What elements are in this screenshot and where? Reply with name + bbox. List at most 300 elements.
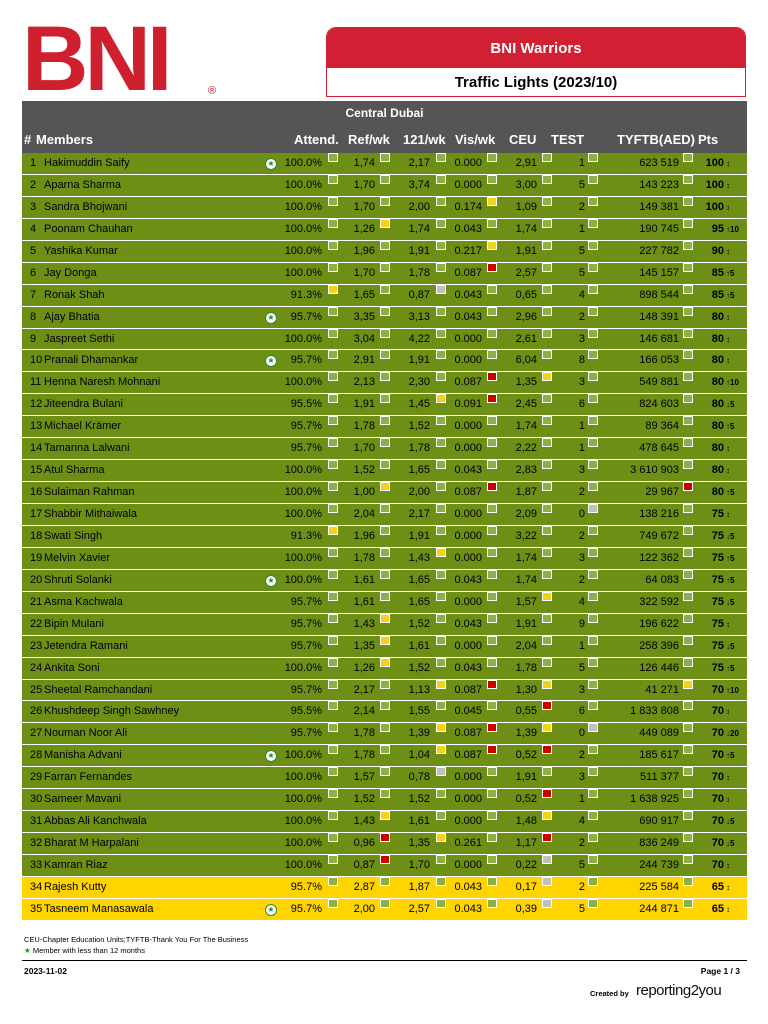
referrals-value: 1,70: [353, 200, 375, 213]
referrals-light: [380, 350, 390, 359]
one-to-one-value: 2,17: [408, 157, 430, 169]
referrals-value: 1,26: [353, 222, 375, 235]
points-value: 75: [711, 508, 724, 520]
attendance-value: 100.0%: [284, 551, 322, 564]
tyftb-value: 3 610 903: [630, 464, 679, 477]
member-name: Yashika Kumar: [44, 244, 118, 257]
one-to-one-value: 1,13: [408, 683, 430, 696]
one-to-one-light: [436, 833, 446, 842]
test-light: [588, 197, 598, 206]
points-value: 75: [711, 573, 724, 586]
ceu-value: 1,91: [515, 617, 537, 630]
member-name: Sulaiman Rahman: [44, 486, 135, 499]
referrals-value: 1,57: [353, 771, 375, 784]
table-row: [22, 307, 747, 329]
ceu-value: 0,22: [515, 859, 537, 871]
test-light: [588, 658, 598, 667]
tyftb-light: [683, 153, 693, 162]
one-to-one-value: 1,65: [408, 573, 430, 586]
one-to-one-value: 1,61: [408, 815, 430, 828]
one-to-one-value: 1,52: [408, 420, 430, 433]
attendance-light: [328, 833, 338, 842]
member-number: 16: [30, 486, 43, 499]
test-value: 2: [578, 200, 585, 213]
tyftb-value: 145 157: [639, 266, 679, 279]
member-number: 10: [30, 354, 43, 367]
one-to-one-light: [436, 482, 446, 491]
visitors-light: [487, 548, 497, 557]
test-light: [588, 153, 598, 162]
attendance-value: 95.7%: [290, 902, 322, 915]
tyftb-value: 89 364: [645, 420, 679, 433]
referrals-value: 1,26: [353, 661, 375, 674]
points-value: 85: [711, 288, 724, 301]
col-referrals: Ref/wk: [348, 132, 390, 147]
visitors-value: 0.043: [454, 310, 482, 323]
referrals-value: 1,70: [353, 266, 375, 279]
table-row: [22, 745, 747, 767]
attendance-light: [328, 372, 338, 381]
referrals-value: 1,00: [353, 486, 375, 499]
referrals-value: 1,78: [353, 727, 375, 740]
visitors-value: 0.000: [454, 354, 482, 367]
visitors-value: 0.087: [454, 683, 482, 696]
ceu-light: [542, 636, 552, 645]
test-light: [588, 372, 598, 381]
ceu-light: [542, 723, 552, 732]
trend-indicator: ↕: [726, 619, 730, 629]
visitors-light: [487, 241, 497, 250]
test-value: 5: [578, 266, 585, 279]
member-name: Hakimuddin Saify: [44, 157, 130, 169]
attendance-light: [328, 350, 338, 359]
referrals-value: 1,52: [353, 793, 375, 806]
test-value: 3: [578, 771, 585, 784]
visitors-value: 0.091: [454, 398, 482, 411]
visitors-value: 0.000: [454, 529, 482, 542]
ceu-value: 2,61: [515, 332, 537, 345]
one-to-one-light: [436, 307, 446, 316]
trend-indicator: ↑5: [726, 268, 735, 278]
referrals-value: 0,96: [353, 837, 375, 850]
visitors-value: 0.087: [454, 749, 482, 762]
tyftb-light: [683, 197, 693, 206]
referrals-value: 1,91: [353, 398, 375, 411]
points-value: 70: [711, 815, 724, 828]
visitors-value: 0.000: [454, 595, 482, 608]
member-name: Kamran Riaz: [44, 859, 108, 871]
referrals-value: 1,78: [353, 749, 375, 762]
member-name: Atul Sharma: [44, 464, 105, 477]
referrals-value: 1,35: [353, 639, 375, 652]
referrals-light: [380, 416, 390, 425]
member-name: Jay Donga: [44, 266, 97, 279]
one-to-one-light: [436, 701, 446, 710]
visitors-light: [487, 811, 497, 820]
table-row: [22, 329, 747, 351]
tyftb-value: 185 617: [639, 749, 679, 762]
col-attendance: Attend.: [294, 132, 339, 147]
points-value: 80: [711, 398, 724, 411]
test-value: 4: [578, 595, 585, 608]
test-value: 2: [578, 573, 585, 586]
points-value: 70: [711, 859, 724, 871]
ceu-light: [542, 307, 552, 316]
trend-indicator: ↕: [726, 882, 730, 892]
attendance-value: 95.7%: [290, 420, 322, 433]
tyftb-value: 898 544: [639, 288, 679, 301]
test-value: 8: [578, 354, 585, 367]
trend-indicator: ↓5: [726, 641, 735, 651]
trend-indicator: ↑10: [726, 685, 739, 695]
one-to-one-light: [436, 197, 446, 206]
one-to-one-value: 1,43: [408, 551, 430, 564]
visitors-value: 0.087: [454, 727, 482, 740]
referrals-value: 0,87: [353, 859, 375, 871]
tyftb-value: 322 592: [639, 595, 679, 608]
col-test: TEST: [551, 132, 585, 147]
table-row: [22, 592, 747, 614]
points-value: 85: [711, 266, 724, 279]
visitors-light: [487, 197, 497, 206]
ceu-value: 2,91: [515, 157, 537, 169]
ceu-light: [542, 416, 552, 425]
tyftb-value: 836 249: [639, 837, 679, 850]
table-row: [22, 285, 747, 307]
referrals-light: [380, 680, 390, 689]
member-number: 3: [30, 200, 37, 213]
test-value: 5: [578, 902, 585, 915]
visitors-light: [487, 658, 497, 667]
visitors-value: 0.043: [454, 573, 482, 586]
table-row: [22, 701, 747, 723]
visitors-value: 0.000: [454, 639, 482, 652]
trend-indicator: ↕: [726, 444, 730, 454]
ceu-value: 2,96: [515, 310, 537, 323]
test-value: 3: [578, 683, 585, 696]
created-by-label: Created by: [590, 989, 629, 998]
member-name: Pranali Dhamankar: [44, 354, 139, 367]
tyftb-value: 690 917: [639, 815, 679, 828]
visitors-value: 0.087: [454, 266, 482, 279]
member-name: Tamanna Lalwani: [44, 442, 130, 455]
referrals-value: 3,35: [353, 310, 375, 323]
member-name: Aparna Sharma: [44, 178, 122, 191]
tyftb-light: [683, 394, 693, 403]
table-row: [22, 899, 747, 921]
referrals-light: [380, 855, 390, 864]
ceu-value: 1,57: [515, 595, 537, 608]
member-name: Bipin Mulani: [44, 617, 104, 630]
referrals-value: 1,96: [353, 244, 375, 257]
visitors-light: [487, 263, 497, 272]
table-row: [22, 197, 747, 219]
member-number: 27: [30, 727, 43, 740]
trend-indicator: ↕: [726, 180, 730, 190]
member-number: 24: [30, 661, 43, 674]
ceu-light: [542, 833, 552, 842]
report-title: Traffic Lights (2023/10): [454, 73, 618, 91]
referrals-light: [380, 592, 390, 601]
member-name: Sheetal Ramchandani: [44, 683, 153, 696]
points-value: 80: [711, 376, 724, 389]
member-name: Swati Singh: [44, 529, 103, 542]
attendance-light: [328, 307, 338, 316]
tyftb-value: 64 083: [645, 573, 679, 586]
tyftb-light: [683, 833, 693, 842]
ceu-light: [542, 789, 552, 798]
member-name: Tasneem Manasawala: [44, 902, 154, 915]
tyftb-light: [683, 241, 693, 250]
referrals-light: [380, 745, 390, 754]
tyftb-light: [683, 263, 693, 272]
attendance-light: [328, 416, 338, 425]
one-to-one-value: 1,35: [408, 837, 430, 850]
ceu-light: [542, 285, 552, 294]
one-to-one-value: 1,78: [408, 442, 430, 455]
member-number: 11: [30, 376, 42, 389]
report-date: 2023-11-02: [24, 966, 68, 976]
referrals-light: [380, 833, 390, 842]
tyftb-light: [683, 614, 693, 623]
tyftb-value: 227 782: [639, 244, 679, 257]
visitors-light: [487, 680, 497, 689]
tyftb-value: 1 638 925: [630, 793, 679, 806]
test-value: 5: [578, 661, 585, 674]
table-row: [22, 526, 747, 548]
ceu-value: 0,17: [515, 880, 537, 893]
member-name: Ajay Bhatia: [44, 310, 100, 323]
ceu-value: 1,30: [515, 683, 537, 696]
attendance-value: 100.0%: [284, 464, 322, 477]
attendance-light: [328, 789, 338, 798]
member-name: Shruti Solanki: [44, 573, 112, 586]
points-value: 75: [711, 529, 724, 542]
trend-indicator: ↑5: [726, 488, 735, 498]
table-row: [22, 811, 747, 833]
ceu-light: [542, 219, 552, 228]
ceu-light: [542, 526, 552, 535]
region-banner: Central Dubai: [22, 101, 747, 125]
trend-indicator: ↑5: [726, 663, 735, 673]
attendance-value: 100.0%: [284, 508, 322, 520]
test-value: 2: [578, 837, 585, 850]
trend-indicator: ↓5: [726, 531, 735, 541]
attendance-light: [328, 636, 338, 645]
tyftb-light: [683, 789, 693, 798]
points-value: 70: [711, 837, 724, 850]
table-row: [22, 548, 747, 570]
member-number: 17: [30, 508, 43, 520]
attendance-value: 100.0%: [284, 157, 322, 169]
member-number: 35: [30, 902, 43, 915]
member-name: Sameer Mavani: [44, 793, 122, 806]
star-icon: ★: [24, 946, 31, 955]
one-to-one-light: [436, 263, 446, 272]
referrals-value: 2,00: [353, 902, 375, 915]
table-row: [22, 460, 747, 482]
col-points: Pts: [698, 132, 719, 147]
referrals-light: [380, 307, 390, 316]
attendance-light: [328, 723, 338, 732]
visitors-light: [487, 329, 497, 338]
referrals-value: 1,61: [353, 573, 375, 586]
referrals-value: 3,04: [353, 332, 375, 345]
members-table: [22, 153, 747, 921]
member-number: 1: [30, 157, 37, 169]
table-row: [22, 877, 747, 899]
points-value: 100: [705, 178, 724, 191]
one-to-one-light: [436, 745, 446, 754]
visitors-value: 0.043: [454, 222, 482, 235]
test-value: 1: [578, 420, 585, 433]
ceu-value: 2,09: [515, 508, 537, 520]
test-light: [588, 855, 598, 864]
tyftb-light: [683, 899, 693, 908]
one-to-one-light: [436, 855, 446, 864]
ceu-value: 1,74: [515, 222, 537, 235]
ceu-value: 1,09: [515, 200, 537, 213]
one-to-one-light: [436, 438, 446, 447]
tyftb-value: 138 216: [639, 508, 679, 520]
visitors-light: [487, 219, 497, 228]
tyftb-light: [683, 219, 693, 228]
report-header: [326, 27, 746, 97]
tyftb-light: [683, 767, 693, 776]
test-value: 4: [578, 288, 585, 301]
member-name: Nouman Noor Ali: [44, 727, 128, 740]
ceu-light: [542, 241, 552, 250]
attendance-light: [328, 899, 338, 908]
ceu-value: 0,52: [515, 749, 537, 762]
star-legend: [24, 945, 248, 956]
test-value: 3: [578, 551, 585, 564]
referrals-value: 2,04: [353, 508, 375, 520]
ceu-light: [542, 175, 552, 184]
bni-logo-text: BNI: [22, 22, 169, 100]
visitors-value: 0.217: [454, 244, 482, 257]
referrals-value: 1,70: [353, 178, 375, 191]
test-value: 9: [578, 617, 585, 630]
visitors-value: 0.000: [454, 551, 482, 564]
table-row: [22, 789, 747, 811]
test-value: 5: [578, 244, 585, 257]
attendance-light: [328, 877, 338, 886]
test-light: [588, 285, 598, 294]
trend-indicator: ↕: [726, 707, 730, 717]
ceu-value: 1,91: [515, 771, 537, 784]
tyftb-light: [683, 877, 693, 886]
one-to-one-light: [436, 504, 446, 513]
visitors-value: 0.000: [454, 793, 482, 806]
attendance-light: [328, 460, 338, 469]
ceu-value: 2,57: [515, 266, 537, 279]
col-members: Members: [36, 132, 94, 147]
one-to-one-value: 2,00: [408, 200, 430, 213]
one-to-one-value: 1,91: [408, 529, 430, 542]
table-row: [22, 833, 747, 855]
referrals-value: 1,65: [353, 288, 375, 301]
visitors-value: 0.000: [454, 178, 482, 191]
one-to-one-light: [436, 394, 446, 403]
visitors-value: 0.043: [454, 661, 482, 674]
one-to-one-value: 0,87: [408, 288, 430, 301]
visitors-light: [487, 833, 497, 842]
test-value: 3: [578, 332, 585, 345]
tyftb-light: [683, 350, 693, 359]
attendance-value: 100.0%: [284, 178, 322, 191]
ceu-light: [542, 438, 552, 447]
footer-divider: [22, 960, 747, 961]
one-to-one-value: 2,57: [408, 902, 430, 915]
visitors-light: [487, 438, 497, 447]
ceu-light: [542, 504, 552, 513]
points-value: 70: [711, 749, 724, 762]
tyftb-light: [683, 438, 693, 447]
visitors-light: [487, 526, 497, 535]
test-light: [588, 767, 598, 776]
one-to-one-value: 1,78: [408, 266, 430, 279]
attendance-value: 100.0%: [284, 573, 322, 586]
tyftb-value: 196 622: [639, 617, 679, 630]
tyftb-value: 749 672: [639, 529, 679, 542]
ceu-light: [542, 482, 552, 491]
points-value: 80: [711, 354, 724, 367]
test-light: [588, 482, 598, 491]
visitors-value: 0.000: [454, 442, 482, 455]
ceu-value: 3,00: [515, 178, 537, 191]
tyftb-light: [683, 526, 693, 535]
one-to-one-value: 1,61: [408, 639, 430, 652]
tyftb-value: 166 053: [639, 354, 679, 367]
referrals-value: 1,61: [353, 595, 375, 608]
ceu-value: 2,83: [515, 464, 537, 477]
one-to-one-light: [436, 877, 446, 886]
one-to-one-value: 2,17: [408, 508, 430, 520]
tyftb-value: 41 271: [645, 683, 679, 696]
ceu-value: 0,52: [515, 793, 537, 806]
referrals-light: [380, 175, 390, 184]
ceu-light: [542, 899, 552, 908]
referrals-light: [380, 263, 390, 272]
test-light: [588, 241, 598, 250]
ceu-light: [542, 394, 552, 403]
attendance-light: [328, 614, 338, 623]
ceu-light: [542, 592, 552, 601]
attendance-light: [328, 526, 338, 535]
attendance-light: [328, 482, 338, 491]
test-light: [588, 723, 598, 732]
referrals-light: [380, 723, 390, 732]
tyftb-light: [683, 745, 693, 754]
visitors-value: 0.043: [454, 902, 482, 915]
one-to-one-light: [436, 570, 446, 579]
trend-indicator: ↕: [726, 159, 730, 168]
attendance-light: [328, 658, 338, 667]
attendance-light: [328, 263, 338, 272]
col-121: 121/wk: [403, 132, 446, 147]
chapter-name: BNI Warriors: [327, 28, 745, 68]
tyftb-value: 148 391: [639, 310, 679, 323]
test-value: 2: [578, 880, 585, 893]
referrals-value: 1,78: [353, 551, 375, 564]
one-to-one-light: [436, 285, 446, 294]
test-light: [588, 504, 598, 513]
attendance-light: [328, 197, 338, 206]
trend-indicator: ↕: [726, 773, 730, 783]
points-value: 80: [711, 420, 724, 433]
attendance-value: 100.0%: [284, 793, 322, 806]
